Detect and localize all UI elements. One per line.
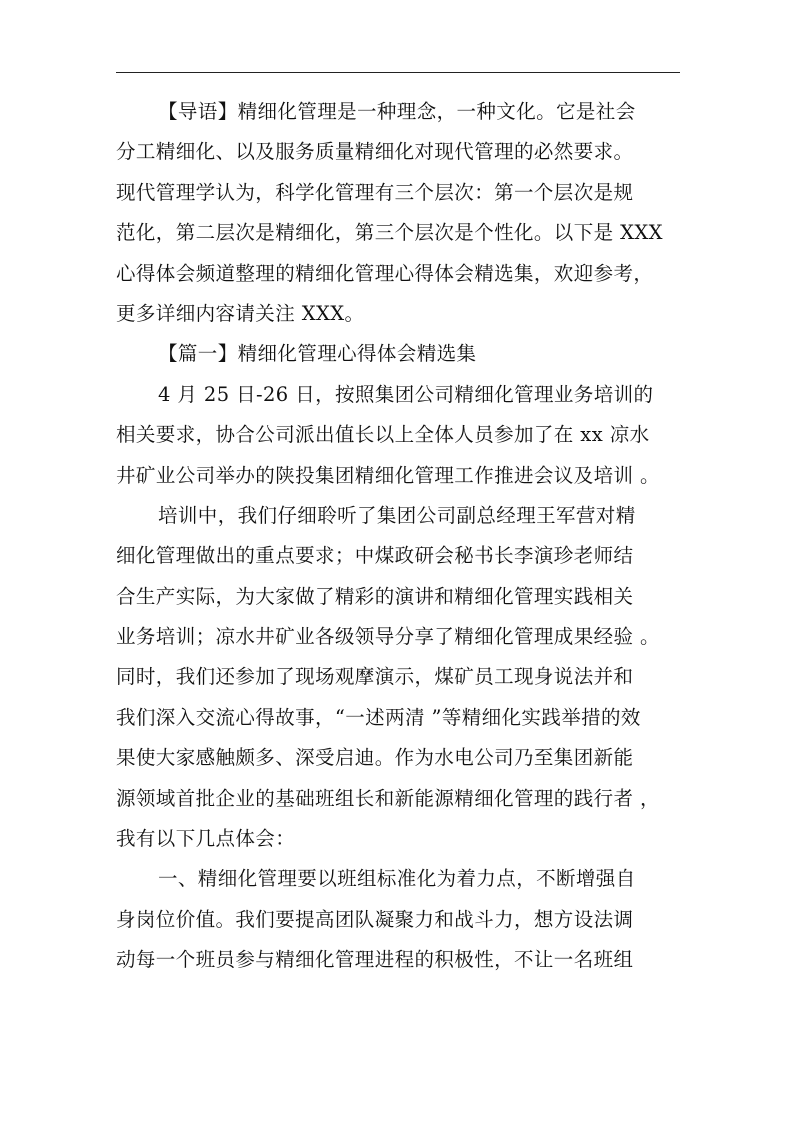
section-heading: 【篇一】精细化管理心得体会精选集	[158, 342, 477, 366]
paragraph-intro-line: 更多详细内容请关注 XXX。	[116, 301, 365, 325]
paragraph-intro-line: 范化，第二层次是精细化，第三个层次是个性化。以下是 XXX	[116, 221, 663, 245]
paragraph-line: 培训中，我们仔细聆听了集团公司副总经理王军营对精	[158, 503, 636, 527]
paragraph-line: 动每一个班员参与精细化管理进程的积极性，不让一名班组	[116, 948, 634, 972]
paragraph-line: 一、精细化管理要以班组标准化为着力点，不断增强自	[158, 867, 636, 891]
paragraph-line: 同时，我们还参加了现场观摩演示，煤矿员工现身说法并和	[116, 665, 634, 689]
paragraph-line: 4 月 25 日-26 日，按照集团公司精细化管理业务培训的	[158, 382, 654, 406]
paragraph-intro-line: 分工精细化、以及服务质量精细化对现代管理的必然要求。	[116, 140, 634, 164]
paragraph-line: 细化管理做出的重点要求；中煤政研会秘书长李演珍老师结	[116, 544, 634, 568]
paragraph-line: 井矿业公司举办的陕投集团精细化管理工作推进会议及培训 。	[116, 463, 660, 487]
header-rule	[116, 72, 680, 73]
paragraph-line: 源领域首批企业的基础班组长和新能源精细化管理的践行者 ，	[116, 786, 660, 810]
paragraph-line: 身岗位价值。我们要提高团队凝聚力和战斗力，想方设法调	[116, 907, 634, 931]
paragraph-line: 我们深入交流心得故事，“一述两清 ”等精细化实践举措的效	[116, 705, 641, 729]
document-body	[116, 92, 680, 981]
paragraph-line: 相关要求，协合公司派出值长以上全体人员参加了在 xx 凉水	[116, 423, 650, 447]
paragraph-line: 合生产实际，为大家做了精彩的演讲和精细化管理实践相关	[116, 584, 634, 608]
paragraph-line: 业务培训；凉水井矿业各级领导分享了精细化管理成果经验 。	[116, 625, 660, 649]
paragraph-intro-line: 现代管理学认为，科学化管理有三个层次：第一个层次是规	[116, 180, 634, 204]
paragraph-line: 果使大家感触颇多、深受启迪。作为水电公司乃至集团新能	[116, 746, 634, 770]
paragraph-line: 我有以下几点体会：	[116, 827, 296, 851]
paragraph-intro-line: 心得体会频道整理的精细化管理心得体会精选集，欢迎参考，	[116, 261, 654, 285]
paragraph-intro-line: 【导语】精细化管理是一种理念，一种文化。它是社会	[158, 100, 636, 123]
